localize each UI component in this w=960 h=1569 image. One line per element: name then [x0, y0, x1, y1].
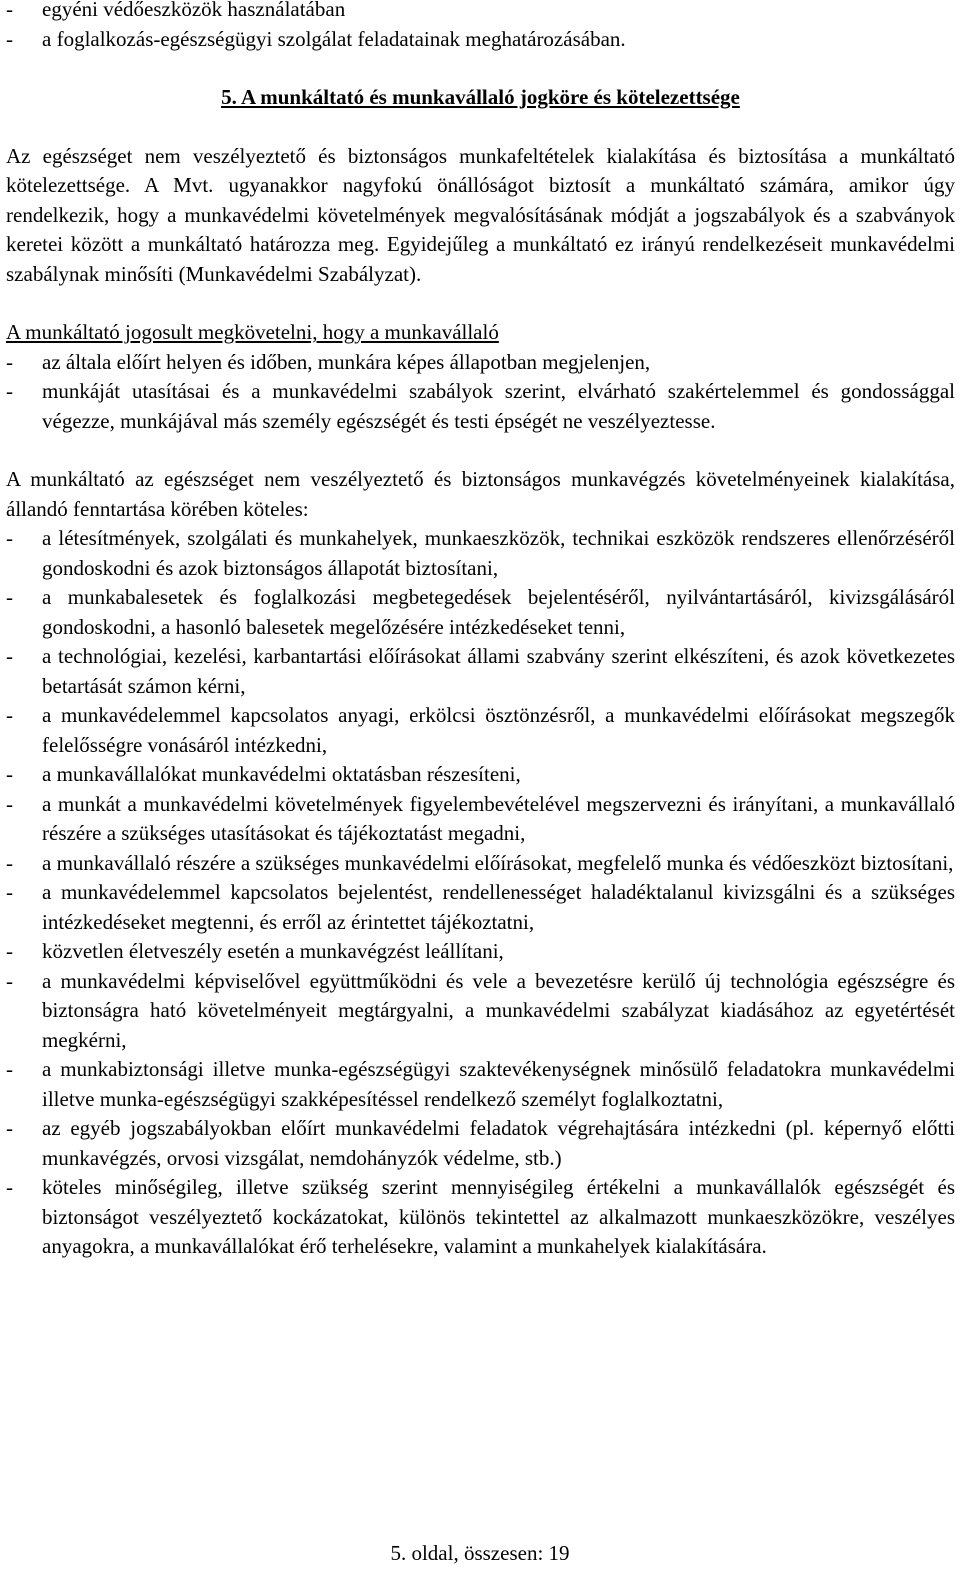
- list-dash: -: [6, 379, 13, 403]
- list-item-text: a munkavédelmi képviselővel együttműködni és vele a bevezetésre kerülő új technológia egészségre és biztonságra ható követelményeit megtárgyalni, a munkavédelmi szabályzat kiadásához az egyetértését megkérni,: [42, 968, 955, 1052]
- list-dash: -: [6, 349, 13, 374]
- list-dash: -: [6, 1175, 13, 1199]
- list-dash: -: [6, 26, 13, 51]
- list-item: [6, 583, 955, 642]
- section-heading: [6, 83, 955, 113]
- list-item: [6, 1173, 955, 1262]
- list-dash: -: [6, 526, 13, 550]
- list-item: [6, 0, 955, 25]
- spacer: [6, 436, 955, 465]
- list-item: [6, 348, 955, 378]
- section-number: 5.: [221, 85, 237, 109]
- list-item: [6, 790, 955, 849]
- list-dash: -: [6, 939, 13, 963]
- list-item-text: a létesítmények, szolgálati és munkahelyek, munkaeszközök, technikai eszközök rendszeres ellenőrzéséről gondoskodni és azok biztonságos állapotát biztosítani,: [42, 526, 955, 580]
- list-item: [6, 642, 955, 701]
- list-item-text: a munkát a munkavédelmi követelmények figyelembevételével megszervezni és irányítani, a munkavállaló részére a szükséges utasításokat és tájékoztatást megadni,: [42, 791, 955, 845]
- list-item-text: köteles minőségileg, illetve szükség szerint mennyiségileg értékelni a munkavállalók egészségét és biztonságot veszélyeztető kockázatokat, különös tekintettel az alkalmazott munkaeszközökre, veszélyes anyagokra, a munkavállalókat érő terhelésekre, valamint a munkahelyek kialakítására.: [42, 1175, 955, 1258]
- list-item: [6, 1055, 955, 1114]
- list-item-text: a technológiai, kezelési, karbantartási előírásokat állami szabvány szerint elkészíteni, és azok következetes betartását számon kérni,: [42, 644, 955, 698]
- list-item-text: egyéni védőeszközök használatában: [42, 0, 346, 21]
- list-item-text: az általa előírt helyen és időben, munkára képes állapotban megjelenjen,: [42, 349, 651, 374]
- document-page: [6, 0, 955, 1262]
- list-item-text: a munkavállaló részére a szükséges munkavédelmi előírásokat, megfelelő munka és védőeszközt biztosítani,: [42, 850, 954, 875]
- list-item: [6, 25, 955, 55]
- list-dash: -: [6, 1057, 13, 1081]
- list-item-text: a munkavédelemmel kapcsolatos bejelentést, rendellenességet haladéktalanul kivizsgálni és a szükséges intézkedéseket megtenni, és erről az érintettet tájékoztatni,: [42, 880, 955, 934]
- page-footer: 5. oldal, összesen: 19: [390, 1541, 570, 1565]
- list-dash: -: [6, 0, 13, 21]
- section-intro: [6, 318, 955, 348]
- list-dash: -: [6, 850, 13, 875]
- section-title: A munkáltató és munkavállaló jogköre és kötelezettsége: [240, 85, 740, 109]
- list-item: [6, 701, 955, 760]
- list-dash: -: [6, 791, 13, 816]
- list-item-text: a munkavédelemmel kapcsolatos anyagi, erkölcsi ösztönzésről, a munkavédelmi előírásokat megszegők felelősségre vonásáról intézkedni,: [42, 703, 955, 757]
- list-item-text: a munkabiztonsági illetve munka-egészségügyi szaktevékenységnek minősülő feladatokra munkavédelmi illetve munka-egészségügyi szakképesítéssel rendelkező személyt foglalkoztatni,: [42, 1057, 955, 1111]
- section-intro: A munkáltató az egészséget nem veszélyeztető és biztonságos munkavégzés követelményeinek kialakítása, állandó fenntartása körében köteles:: [6, 467, 955, 521]
- list-dash: -: [6, 762, 13, 786]
- list-dash: -: [6, 1116, 13, 1140]
- list-dash: -: [6, 880, 13, 904]
- list-item-text: a munkavállalókat munkavédelmi oktatásban részesíteni,: [42, 762, 521, 786]
- list-item: [6, 937, 955, 967]
- list-item: [6, 524, 955, 583]
- list-dash: -: [6, 585, 13, 609]
- section-intro-text: A munkáltató jogosult megkövetelni, hogy a munkavállaló: [6, 320, 499, 344]
- list-item: [6, 1114, 955, 1173]
- list-item-text: a munkabalesetek és foglalkozási megbetegedések bejelentéséről, nyilvántartásáról, kivizsgálásáról gondoskodni, a hasonló balesetek megelőzésére intézkedéseket tenni,: [42, 585, 955, 639]
- list-item-text: a foglalkozás-egészségügyi szolgálat feladatainak meghatározásában.: [42, 26, 626, 51]
- list-item: [6, 878, 955, 937]
- list-dash: -: [6, 703, 13, 727]
- list-item: [6, 760, 955, 790]
- list-item: [6, 967, 955, 1056]
- list-item-text: munkáját utasításai és a munkavédelmi szabályok szerint, elvárható szakértelemmel és gondossággal végezze, munkájával más személy egészségét és testi épségét ne veszélyeztesse.: [42, 379, 955, 433]
- list-dash: -: [6, 644, 13, 668]
- spacer: [6, 289, 955, 318]
- list-item: [6, 377, 955, 436]
- list-item-text: az egyéb jogszabályokban előírt munkavédelmi feladatok végrehajtására intézkedni (pl. képernyő előtti munkavégzés, orvosi vizsgálat, nemdohányzók védelme, stb.): [42, 1116, 955, 1170]
- list-item-text: közvetlen életveszély esetén a munkavégzést leállítani,: [42, 939, 504, 963]
- list-dash: -: [6, 968, 13, 993]
- list-item: [6, 849, 955, 879]
- paragraph: Az egészséget nem veszélyeztető és biztonságos munkafeltételek kialakítása és biztosítása a munkáltató kötelezettsége. A Mvt. ugyanakkor nagyfokú önállóságot biztosít a munkáltató számára, amikor úgy rendelkezik, hogy a munkavédelmi követelmények megvalósításának módját a jogszabályok és a szabványok keretei között a munkáltató határozza meg. Egyidejűleg a munkáltató ez irányú rendelkezéseit munkavédelmi szabálynak minősíti (Munkavédelmi Szabályzat).: [6, 143, 955, 286]
